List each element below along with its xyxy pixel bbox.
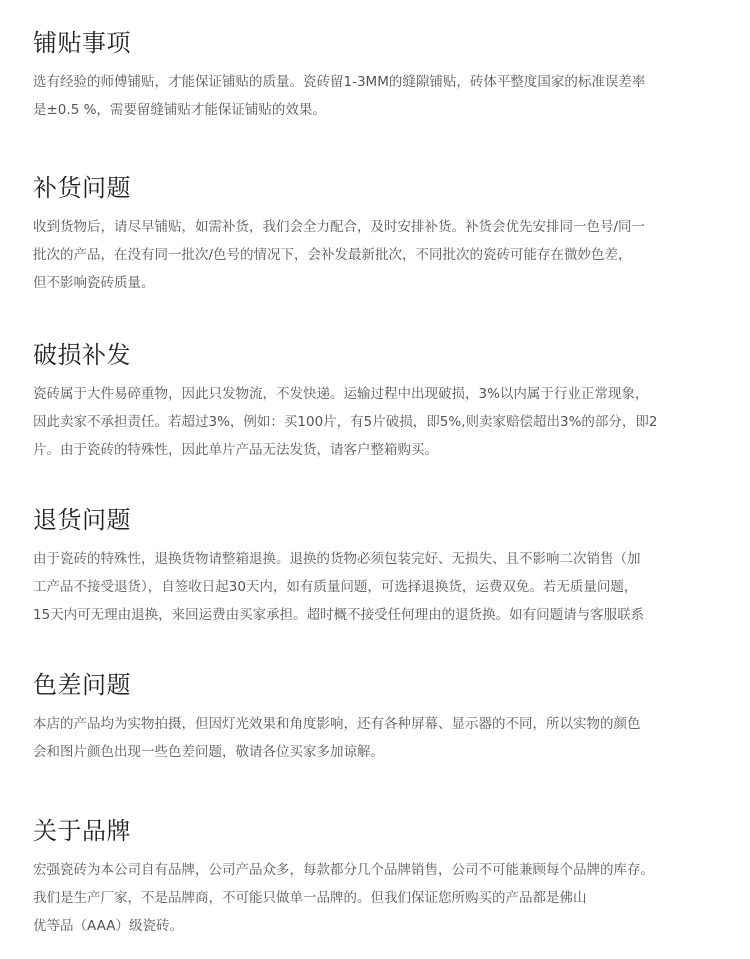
section-returns [33,505,733,629]
section-color-difference [33,670,733,766]
section-breakage [33,340,733,464]
section-title: 关于品牌 [33,817,131,845]
section-tiling-notes [33,28,733,124]
section-title: 退货问题 [33,506,131,534]
section-title: 色差问题 [33,671,131,699]
section-body: 由于瓷砖的特殊性，退换货物请整箱退换。退换的货物必须包装完好、无损失、且不影响二次销售（加 工产品不接受退货），自签收日起30天内，如有质量问题，可选择退换货，运费双免。若无质量问题， 15天内可无理由退换，来回运费由买家承担。超时概不接受任何理由的退货换。如有问题请与客服联系 [33,551,645,623]
section-body: 收到货物后，请尽早铺贴，如需补货，我们会全力配合，及时安排补货。补货会优先安排同一色号/同一 批次的产品，在没有同一批次/色号的情况下，会补发最新批次，不同批次的瓷砖可能存在微妙色差， 但不影响瓷砖质量。 [33,219,646,291]
section-body: 本店的产品均为实物拍摄，但因灯光效果和角度影响，还有各种屏幕、显示器的不同，所以实物的颜色 会和图片颜色出现一些色差问题，敬请各位买家多加谅解。 [33,716,641,760]
section-title: 补货问题 [33,174,131,202]
section-restock [33,173,733,297]
section-title: 铺贴事项 [33,29,131,57]
section-body: 宏强瓷砖为本公司自有品牌，公司产品众多，每款都分几个品牌销售，公司不可能兼顾每个品牌的库存。 我们是生产厂家，不是品牌商，不可能只做单一品牌的。但我们保证您所购买的产品都是佛山 优等品（AAA）级瓷砖。 [33,862,654,934]
section-body: 选有经验的师傅铺贴，才能保证铺贴的质量。瓷砖留1-3MM的缝隙铺贴，砖体平整度国家的标准误差率 是±0.5 %，需要留缝铺贴才能保证铺贴的效果。 [33,74,646,118]
section-title: 破损补发 [33,341,131,369]
section-body: 瓷砖属于大件易碎重物，因此只发物流，不发快递。运输过程中出现破损，3%以内属于行业正常现象， 因此卖家不承担责任。若超过3%，例如：买100片，有5片破损，即5%,则卖家赔偿超出3%的部分，即2 片。由于瓷砖的特殊性，因此单片产品无法发货，请客户整箱购买。 [33,386,658,458]
section-brand [33,816,733,940]
